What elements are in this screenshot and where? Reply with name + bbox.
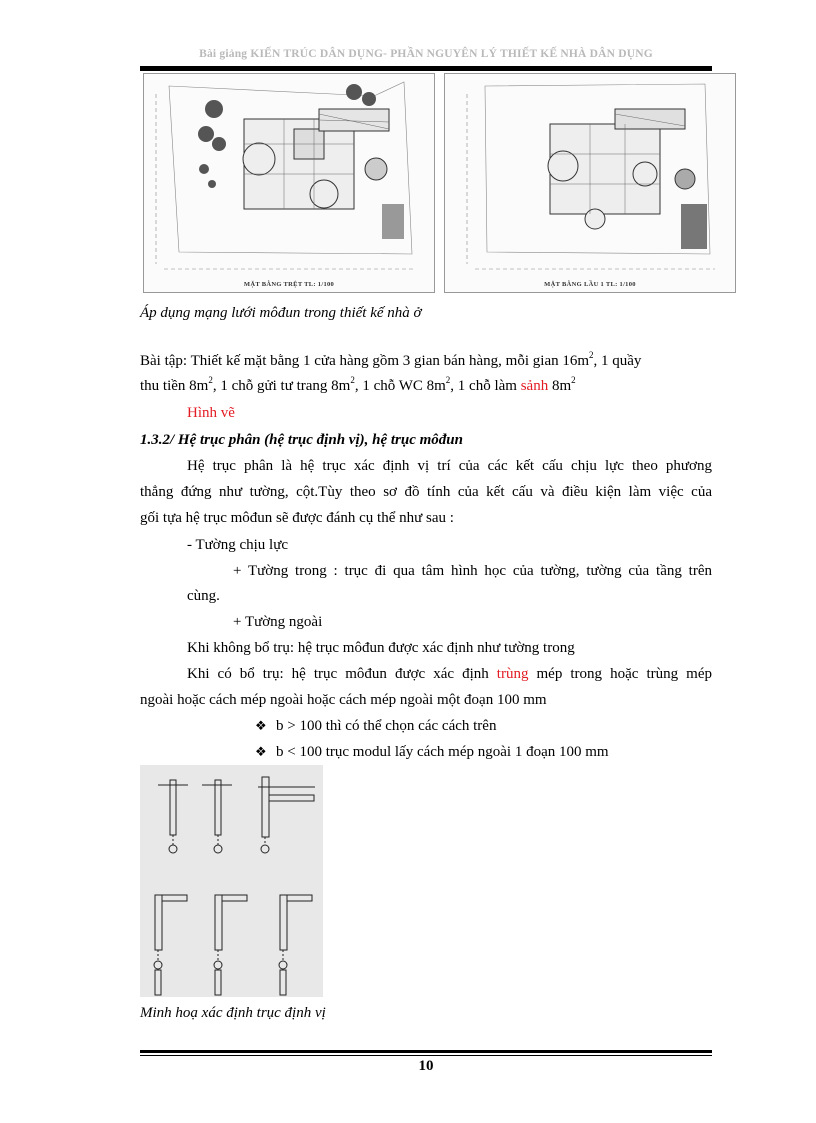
footer-rule-thin (140, 1055, 712, 1056)
bullet-icon: ❖ (255, 718, 267, 733)
ground-floor-caption: MẶT BẰNG TRỆT TL: 1/100 (243, 281, 335, 288)
figure1-caption: Áp dụng mạng lưới môđun trong thiết kế nhà ở (140, 305, 422, 321)
superscript: 2 (445, 375, 451, 385)
bullet1-text: b > 100 thì có thể chọn các cách trên (276, 718, 497, 734)
first-floor-plan (444, 73, 736, 293)
body-p1-line2-text: thẳng đứng như tường, cột.Tùy theo sơ đồ tính của kết cấu và điều kiện làm việc của (140, 484, 712, 500)
page-header: Bài giảng KIẾN TRÚC DÂN DỤNG- PHẦN NGUYÊN LÝ THIẾT KẾ NHÀ DÂN DỤNG (199, 48, 653, 60)
inner-wall-line1-text: + Tường trong : trục đi qua tâm hình học của tường, tường của tầng trên (233, 563, 712, 579)
exercise-line1 (140, 348, 641, 374)
pilaster-text-b: mép trong hoặc trùng mép (528, 666, 712, 682)
pilaster-text-a: Khi có bổ trụ: hệ trục môđun được xác định (187, 666, 497, 682)
body-p1-line1 (187, 453, 712, 479)
pilaster-line1 (187, 661, 712, 687)
superscript: 2 (571, 375, 576, 385)
ground-floor-plan (143, 73, 435, 293)
exercise-lead: Bài tập: (140, 353, 191, 369)
exercise-line2-b: , 1 chỗ gửi tư trang 8m (212, 378, 351, 394)
exercise-line2-d: , 1 chỗ làm (450, 378, 521, 394)
superscript: 2 (350, 375, 355, 385)
superscript: 2 (208, 375, 213, 385)
pilaster-line1-text (187, 661, 712, 687)
hinh-ve-label: Hình vẽ (187, 405, 235, 421)
no-pilaster-text: Khi không bổ trụ: hệ trục môđun được xác định như tường trong (187, 640, 575, 656)
footer-rule (140, 1050, 712, 1053)
bullet-icon: ❖ (255, 744, 267, 759)
axis-diagram-drawing (140, 765, 323, 997)
exercise-text-1: Thiết kế mặt bằng 1 cửa hàng gồm 3 gian bán hàng, mỗi gian 16m (190, 353, 590, 369)
header-rule (140, 66, 712, 71)
exercise-line2-a: thu tiền 8m (140, 378, 209, 394)
wall-heading: - Tường chịu lực (187, 537, 288, 553)
first-floor-caption: MẶT BẰNG LẦU 1 TL: 1/100 (544, 281, 636, 288)
exercise-line2-e: 8m (548, 378, 572, 394)
bullet2-text: b < 100 trục modul lấy cách mép ngoài 1 đoạn 100 mm (276, 744, 609, 760)
inner-wall-line1 (233, 558, 712, 584)
exercise-line2-c: , 1 chỗ WC 8m (354, 378, 446, 394)
body-p1-line3: gối tựa hệ trục môđun sẽ được đánh cụ thể như sau : (140, 510, 454, 526)
pilaster-line2: ngoài hoặc cách mép ngoài hoặc cách mép ngoài một đoạn 100 mm (140, 692, 547, 708)
body-p1-line2 (140, 479, 712, 505)
figure2-caption: Minh hoạ xác định trục định vị (140, 1005, 326, 1021)
page-number: 10 (418, 1058, 434, 1074)
superscript: 2 (589, 350, 594, 360)
ground-floor-drawing (144, 74, 434, 292)
section-heading: 1.3.2/ Hệ trục phân (hệ trục định vị), hệ trục môđun (140, 432, 463, 448)
outer-wall: + Tường ngoài (233, 614, 323, 630)
exercise-line2-red: sảnh (520, 378, 549, 394)
exercise-line2 (140, 373, 576, 399)
inner-wall-line2: cùng. (187, 588, 220, 604)
first-floor-drawing (445, 74, 735, 292)
axis-diagram (140, 765, 323, 997)
body-p1-line1-text: Hệ trục phân là hệ trục xác định vị trí của các kết cấu chịu lực theo phương (187, 458, 712, 474)
pilaster-red: trùng (496, 666, 529, 682)
exercise-text-2: , 1 quầy (593, 353, 642, 369)
